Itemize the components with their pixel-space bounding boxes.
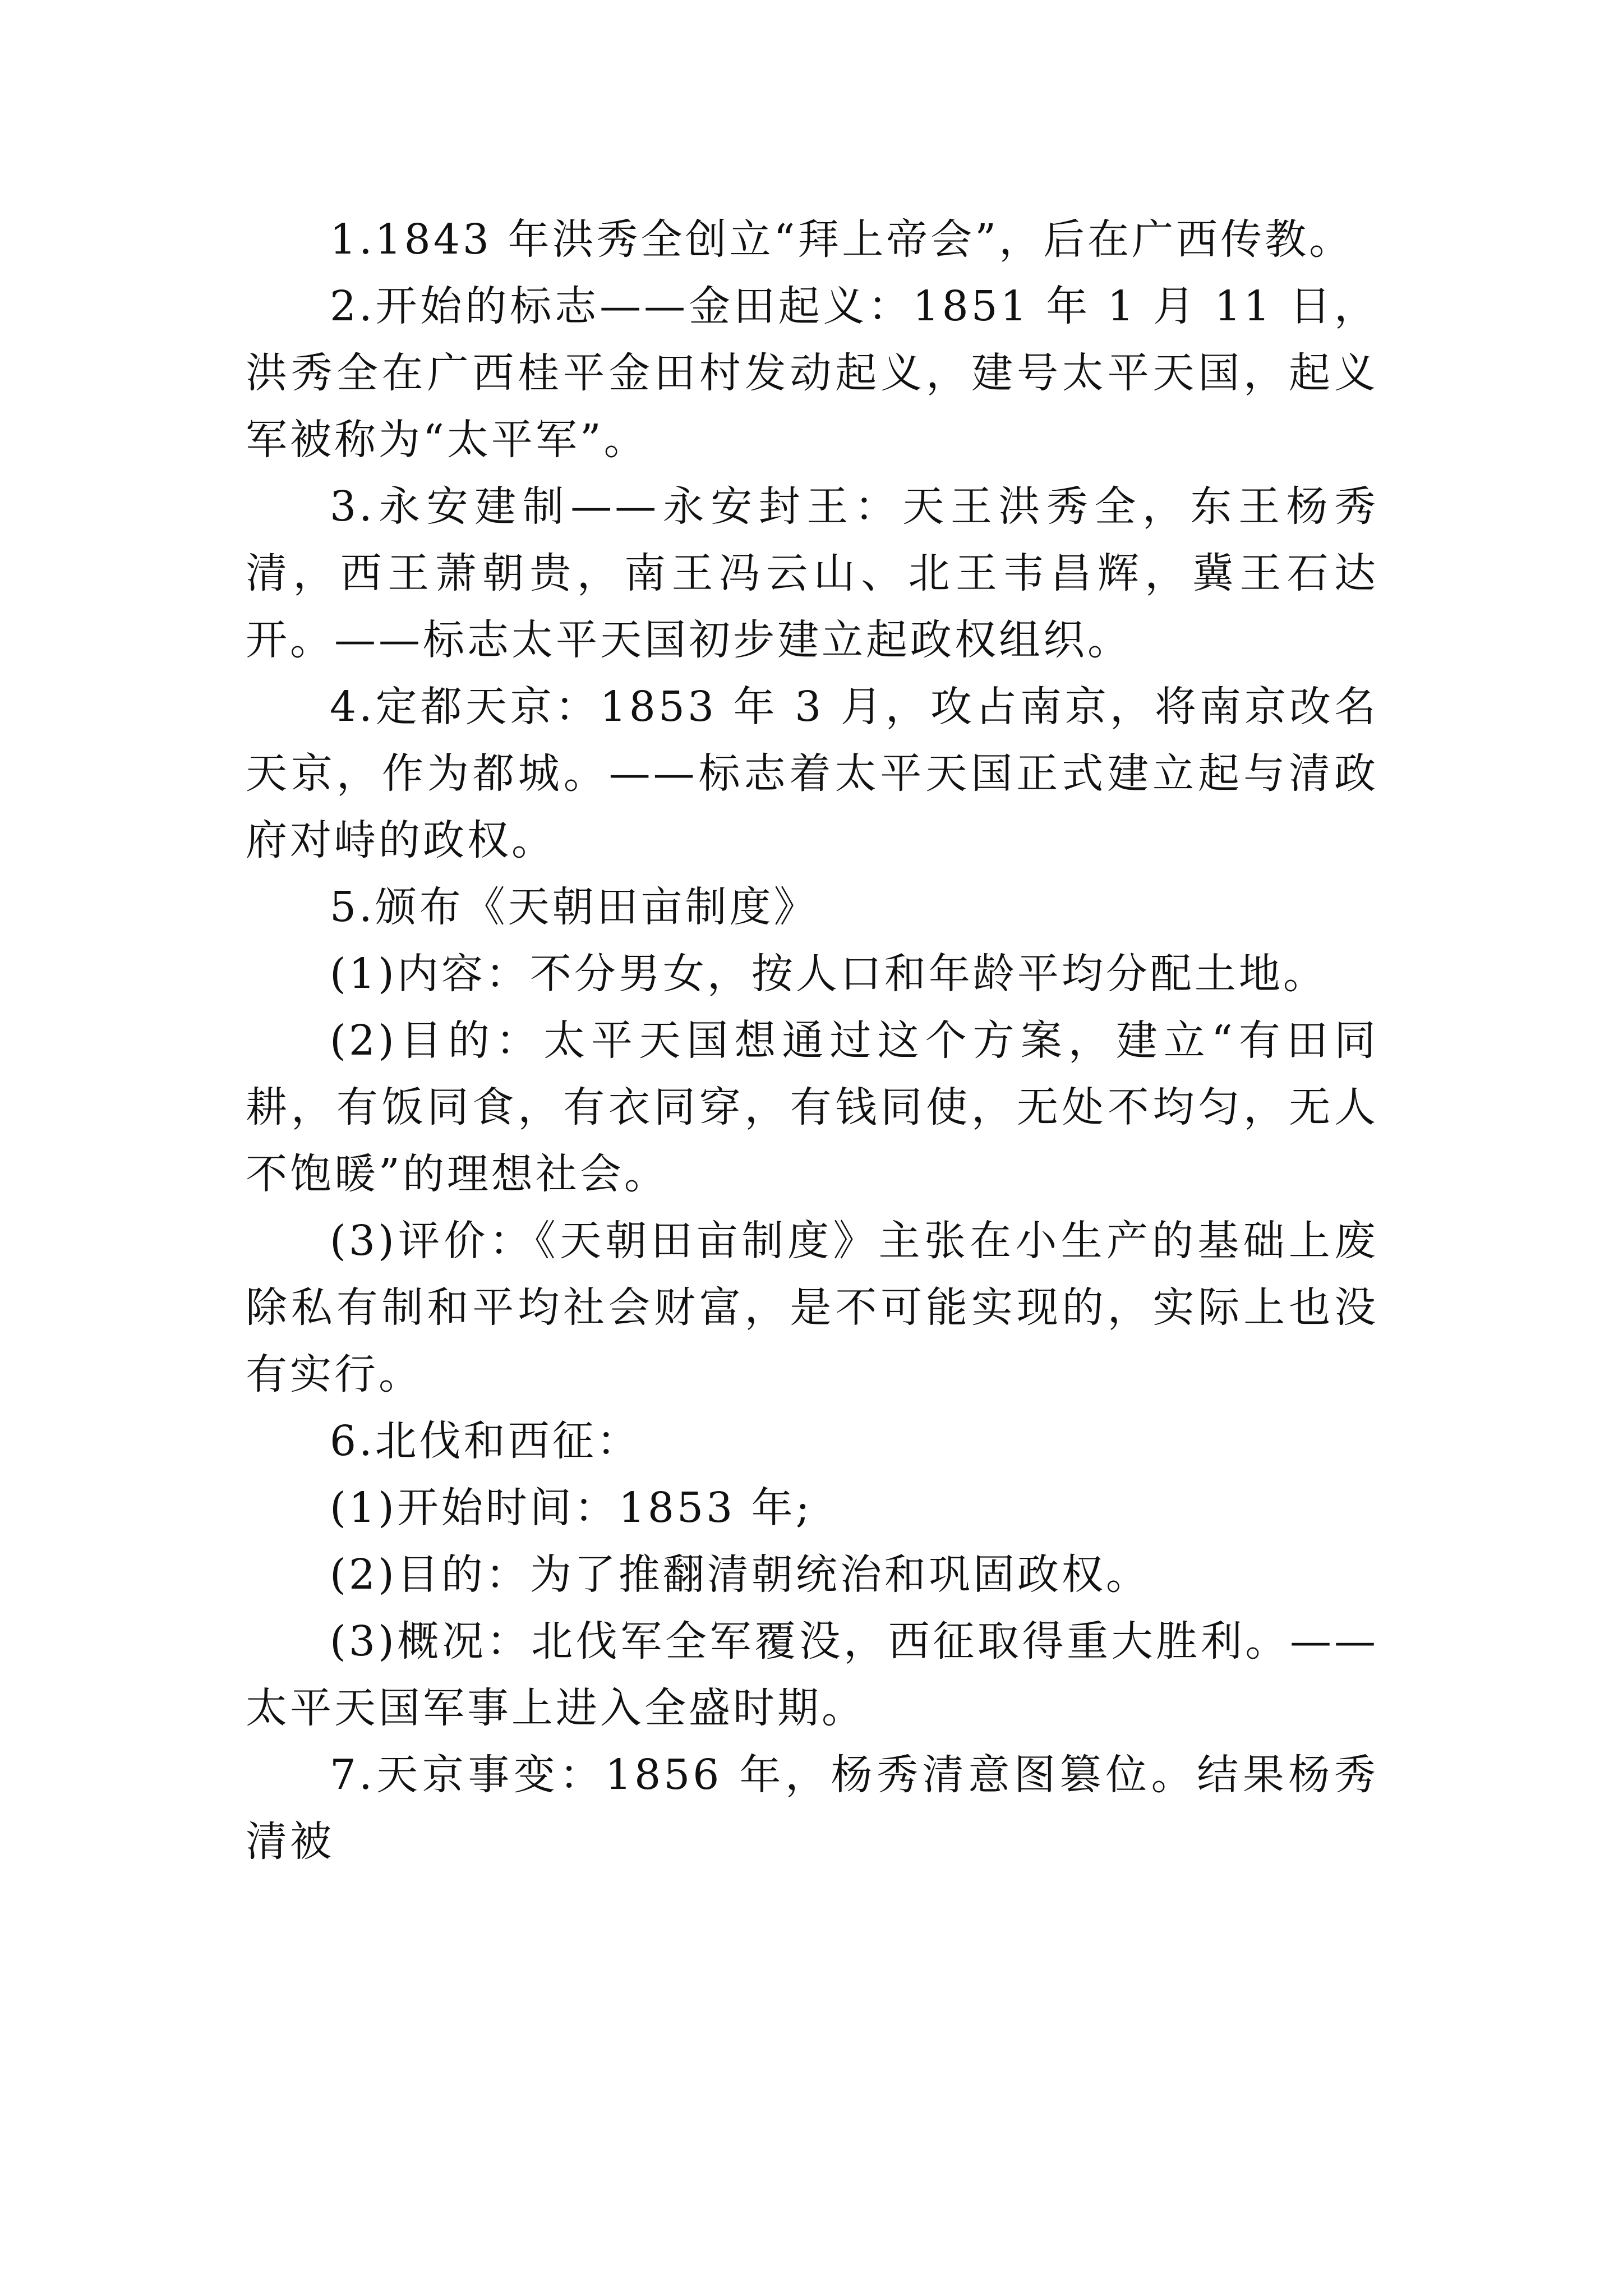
paragraph-6-3: (3)概况：北伐军全军覆没，西征取得重大胜利。——太平天国军事上进入全盛时期。 [246, 1617, 1378, 1732]
paragraph-6-1: (1)开始时间：1853 年; [330, 1484, 813, 1532]
paragraph-6-2: (2)目的：为了推翻清朝统治和巩固政权。 [330, 1550, 1150, 1599]
paragraph-3: 3.永安建制——永安封王：天王洪秀全，东王杨秀清，西王萧朝贵，南王冯云山、北王韦昌辉，冀王石达开。——标志太平天国初步建立起政权组织。 [246, 482, 1378, 664]
paragraph-5: 5.颁布《天朝田亩制度》 [330, 883, 818, 931]
paragraph-6: 6.北伐和西征： [330, 1417, 641, 1465]
paragraph-5-3: (3)评价：《天朝田亩制度》主张在小生产的基础上废除私有制和平均社会财富，是不可能实现的，实际上也没有实行。 [246, 1217, 1378, 1398]
paragraph-2: 2.开始的标志——金田起义：1851 年 1 月 11 日，洪秀全在广西桂平金田村发动起义，建号太平天国，起义军被称为“太平军”。 [246, 282, 1378, 464]
paragraph-5-2: (2)目的：太平天国想通过这个方案，建立“有田同耕，有饭同食，有衣同穿，有钱同使，无处不均匀，无人不饱暖”的理想社会。 [246, 1016, 1378, 1198]
document-body [246, 206, 1378, 1875]
paragraph-4: 4.定都天京：1853 年 3 月，攻占南京，将南京改名天京，作为都城。——标志着太平天国正式建立起与清政府对峙的政权。 [246, 683, 1378, 864]
paragraph-7: 7.天京事变：1856 年，杨秀清意图篡位。结果杨秀清被 [246, 1751, 1378, 1866]
paragraph-1: 1.1843 年洪秀全创立“拜上帝会”，后在广西传教。 [330, 215, 1354, 264]
paragraph-5-1: (1)内容：不分男女，按人口和年龄平均分配土地。 [330, 950, 1327, 998]
